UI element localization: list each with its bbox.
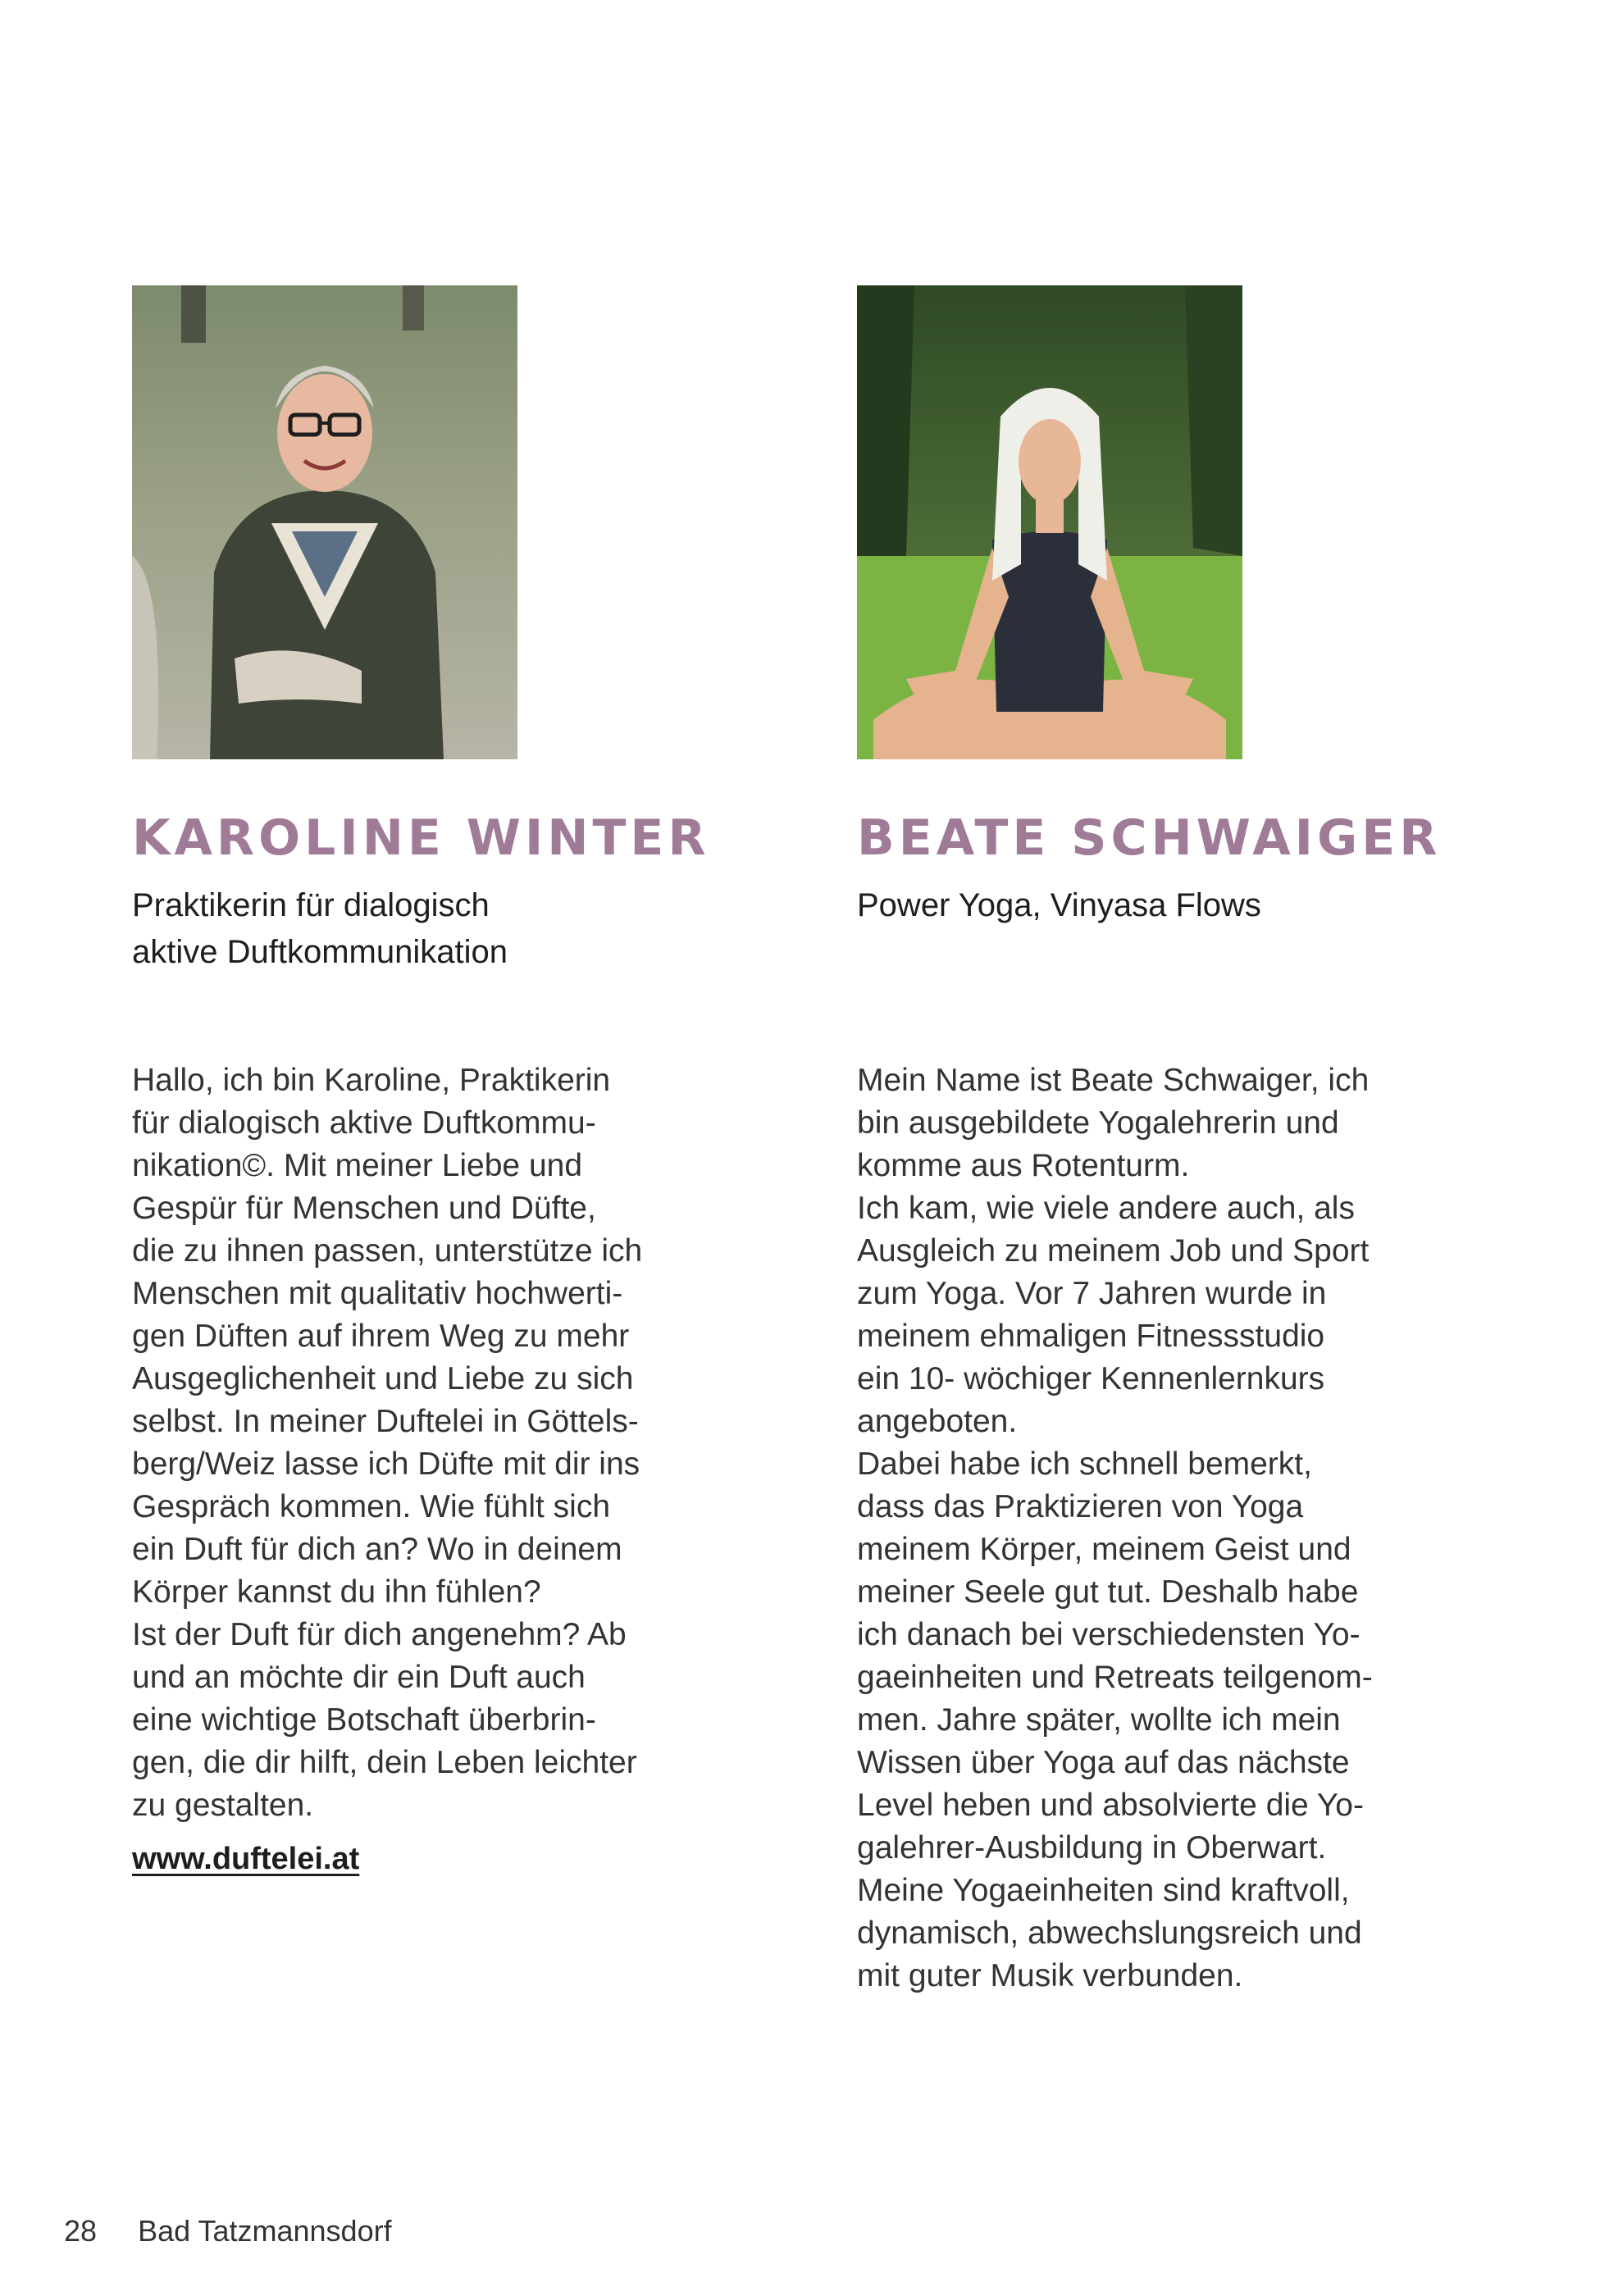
profile-karoline-winter: [132, 285, 722, 1877]
portrait-photo-karoline: [132, 285, 517, 759]
page-number: 28: [64, 2214, 98, 2248]
profile-role: Praktikerin für dialogisch aktive Duftkommunikation: [132, 887, 508, 970]
profile-bio: Mein Name ist Beate Schwaiger, ich bin ausgebildete Yogalehrerin und komme aus Rotenturm. Ich kam, wie viele andere auch, als Ausgleich zu meinem Job und Sport zum Yoga. Vor 7 Jahren wurde in meinem ehmaligen Fitnessstudio ein 10- wöchiger Kennenlernkurs angeboten. Dabei habe ich schnell bemerkt, dass das Praktizieren von Yoga meinem Körper, meinem Geist und meiner Seele gut tut. Deshalb habe ich danach bei verschiedensten Yo- gaeinheiten und Retreats teilgenom- men. Jahre später, wollte ich mein Wissen über Yoga auf das nächste Level heben und absolvierte die Yo- galehrer-Ausbildung in Oberwart. Meine Yogaeinheiten sind kraftvoll, dynamisch, abwechslungsreich und mit guter Musik verbunden.: [857, 1063, 1373, 1993]
profile-name: BEATE SCHWAIGER: [857, 809, 1442, 867]
website-link[interactable]: www.duftelei.at: [132, 1842, 360, 1876]
portrait-photo-beate: [857, 285, 1242, 759]
page-footer: [64, 2214, 392, 2248]
profile-role: Power Yoga, Vinyasa Flows: [857, 887, 1261, 923]
profile-name: KAROLINE WINTER: [132, 809, 710, 867]
profile-bio: Hallo, ich bin Karoline, Praktikerin für dialogisch aktive Duftkommu- nikation©. Mit meiner Liebe und Gespür für Menschen und Düfte, die zu ihnen passen, unterstütze ich Menschen mit qualitativ hochwerti- gen Düften auf ihrem Weg zu mehr Ausgeglichenheit und Liebe zu sich selbst. In meiner Duftelei in Göttels- berg/Weiz lasse ich Düfte mit dir ins Gespräch kommen. Wie fühlt sich ein Duft für dich an? Wo in deinem Körper kannst du ihn fühlen? Ist der Duft für dich angenehm? Ab und an möchte dir ein Duft auch eine wichtige Botschaft überbrin- gen, die dir hilft, dein Leben leichter zu gestalten.: [132, 1063, 643, 1823]
profile-beate-schwaiger: [857, 285, 1447, 1998]
footer-location: Bad Tatzmannsdorf: [138, 2214, 392, 2248]
